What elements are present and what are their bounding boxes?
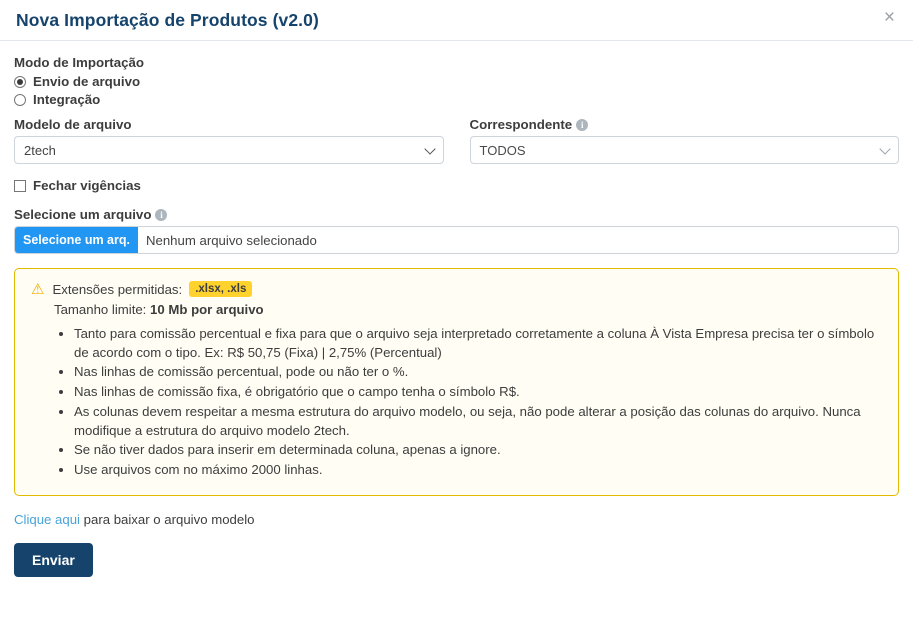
- radio-label-envio-de-arquivo: Envio de arquivo: [33, 74, 141, 89]
- warning-icon: ⚠: [31, 280, 45, 298]
- correspondent-field: [470, 117, 900, 164]
- download-model-line: [14, 512, 899, 527]
- download-model-text: para baixar o arquivo modelo: [79, 511, 255, 527]
- file-input[interactable]: [14, 226, 899, 254]
- correspondent-select[interactable]: [470, 136, 900, 164]
- selected-file-name: Nenhum arquivo selecionado: [145, 232, 317, 248]
- allowed-extensions-badge: .xlsx, .xls: [189, 281, 252, 297]
- download-model-link[interactable]: Clique aqui: [14, 511, 80, 527]
- chevron-down-icon: [424, 143, 435, 154]
- radio-icon-selected[interactable]: [14, 76, 26, 88]
- rules-list: [31, 325, 882, 480]
- correspondent-value: TODOS: [479, 142, 526, 158]
- modal-body: [0, 41, 913, 577]
- file-model-select[interactable]: [14, 136, 444, 164]
- correspondent-label: [470, 117, 900, 132]
- file-model-label: Modelo de arquivo: [14, 117, 132, 132]
- allowed-extensions-label: Extensões permitidas:: [52, 281, 183, 297]
- list-item: • Se não tiver dados para inserir em determinada coluna, apenas a ignore.: [74, 441, 882, 460]
- file-select-field: [14, 207, 899, 254]
- info-icon[interactable]: i: [576, 119, 588, 131]
- page-title: Nova Importação de Produtos (v2.0): [16, 9, 319, 30]
- radio-icon-unselected[interactable]: [14, 94, 26, 106]
- list-item: • Nas linhas de comissão fixa, é obrigatório que o campo tenha o símbolo R$.: [74, 383, 882, 402]
- close-validity-checkbox-row[interactable]: [14, 178, 899, 193]
- size-limit-label: Tamanho limite:: [54, 302, 147, 317]
- size-limit-value: 10 Mb por arquivo: [150, 302, 264, 317]
- close-validity-label: Fechar vigências: [33, 178, 141, 193]
- info-icon[interactable]: i: [155, 209, 167, 221]
- list-item: • Nas linhas de comissão percentual, pode ou não ter o %.: [74, 363, 882, 382]
- radio-label-integracao: Integração: [33, 92, 101, 107]
- select-file-button[interactable]: Selecione um arq.: [15, 227, 138, 253]
- modal-header: [0, 0, 913, 41]
- import-mode-group: [14, 55, 899, 107]
- checkbox-icon[interactable]: [14, 180, 26, 192]
- file-model-value: 2tech: [24, 142, 56, 158]
- file-model-field: [14, 117, 444, 164]
- list-item: • Use arquivos com no máximo 2000 linhas.: [74, 461, 882, 480]
- radio-option-integracao[interactable]: [14, 92, 899, 107]
- import-mode-label: Modo de Importação: [14, 55, 145, 70]
- allowed-extensions-row: [31, 281, 882, 297]
- radio-option-envio-de-arquivo[interactable]: [14, 74, 899, 89]
- chevron-down-icon: [879, 143, 890, 154]
- size-limit-row: [54, 302, 882, 317]
- model-and-correspondent-row: [14, 117, 899, 164]
- list-item: • Tanto para comissão percentual e fixa para que o arquivo seja interpretado corretamente a coluna À Vista Empresa precisa ter o símbolo de acordo com o tipo. Ex: R$ 50,75 (Fixa) | 2,75% (Percentual): [74, 325, 882, 362]
- file-select-label-text: Selecione um arquivo: [14, 207, 152, 222]
- warning-panel: [14, 268, 899, 496]
- list-item: • As colunas devem respeitar a mesma estrutura do arquivo modelo, ou seja, não pode alterar a posição das colunas do arquivo. Nunca modifique a estrutura do arquivo modelo 2tech.: [74, 403, 882, 440]
- correspondent-label-text: Correspondente: [469, 117, 573, 132]
- file-select-label: [14, 207, 899, 222]
- submit-button[interactable]: Enviar: [14, 543, 93, 577]
- close-icon[interactable]: ×: [880, 6, 899, 29]
